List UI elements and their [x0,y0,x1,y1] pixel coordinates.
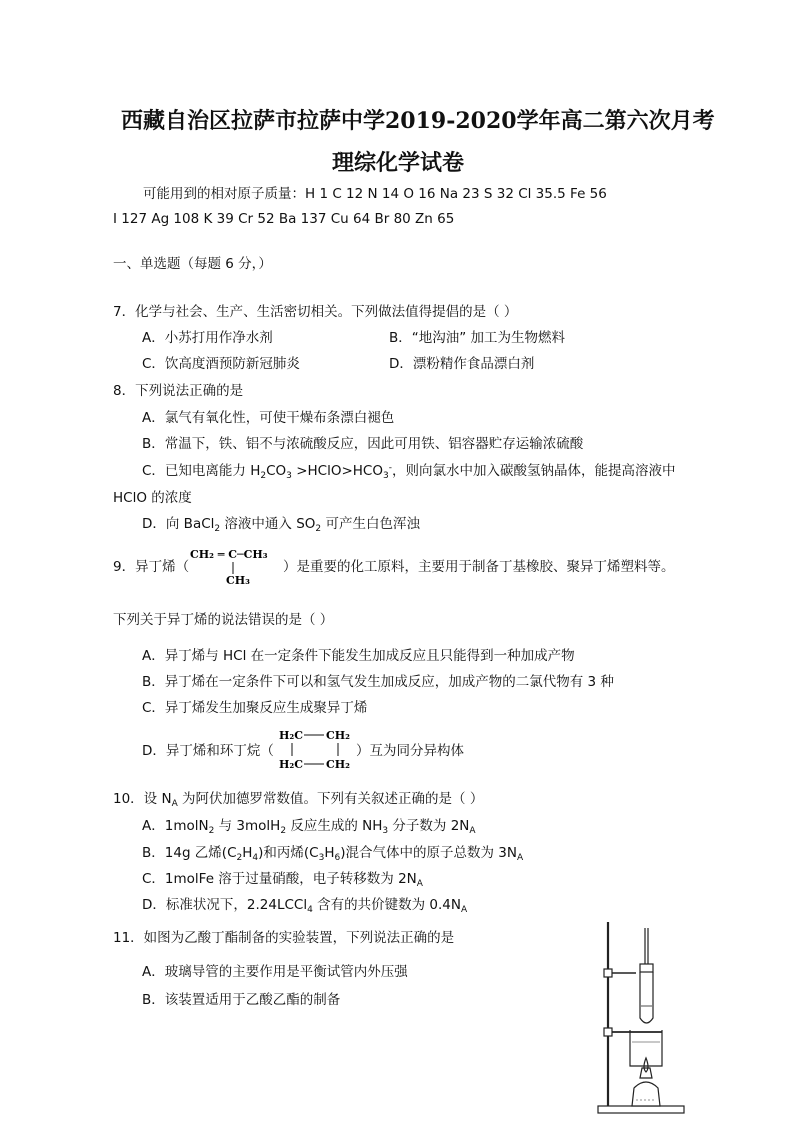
subscript: A [469,826,476,836]
struct-text: H₂C [279,758,303,771]
q8-c-text: >HClO>HCO [291,463,383,479]
subscript: A [171,799,178,809]
q8-c-text: CO [266,463,287,479]
alcohol-lamp [632,1082,660,1106]
q10-d-text: 含有的共价键数为 0.4N [312,897,461,913]
struct-text: CH₂ [326,758,350,771]
section-heading: 一、单选题（每题 6 分，） [113,256,272,272]
q8-c-text: ，则向氯水中加入碳酸氢钠晶体，能提高溶液中 [391,463,676,479]
q9-stem-pre: 9．异丁烯（ [113,559,190,575]
q10-b-text: )和丙烯(C [258,845,319,861]
q10-a-text: A．1molN [142,818,209,834]
q10-a-text: 与 3molH [214,818,281,834]
atomic-masses-line1: 可能用到的相对原子质量：H 1 C 12 N 14 O 16 Na 23 S 32 Cl 35.5 Fe 56 [143,186,607,202]
subscript: A [416,879,423,889]
q10-option-a [142,816,476,836]
q8-stem: 8．下列说法正确的是 [113,383,244,399]
q8-option-c-continued: HClO 的浓度 [113,490,192,506]
q10-stem-text: 为阿伏加德罗常数值。下列有关叙述正确的是（ ） [177,791,484,807]
subscript: 4 [252,853,259,863]
q9-question: 下列关于异丁烯的说法错误的是（ ） [113,612,334,628]
q8-option-c [142,461,675,481]
q8-option-b: B．常温下，铁、铝不与浓硫酸反应，因此可用铁、铝容器贮存运输浓硫酸 [142,436,584,452]
subscript: 4 [307,905,313,915]
struct-text: H₂C [279,729,303,742]
q10-option-b [142,843,523,863]
superscript: - [388,463,392,473]
q8-d-text: 可产生白色浑浊 [321,516,420,532]
q8-option-d [142,514,420,534]
cyclobutane-structure [278,726,358,772]
q9-stem-post: ）是重要的化工原料，主要用于制备丁基橡胶、聚异丁烯塑料等。 [283,559,675,575]
q10-b-text: H [324,845,335,861]
subscript: 3 [286,471,292,481]
q10-a-text: 反应生成的 NH [286,818,383,834]
subscript: A [516,853,524,863]
struct-text: CH₃ [226,574,250,587]
q7-option-d: D．漂粉精作食品漂白剂 [389,356,535,372]
q10-c-text: C．1molFe 溶于过量硝酸，电子转移数为 2N [142,871,417,887]
test-tube [640,972,653,1023]
q7-option-c: C．饮高度酒预防新冠肺炎 [142,356,300,372]
page-title-line2: 理综化学试卷 [332,150,465,176]
subscript: 2 [214,524,221,534]
ring-holder [604,1028,612,1036]
q10-option-c [142,869,423,889]
subscript: A [460,905,468,915]
subscript: 3 [382,826,389,836]
q9-option-c: C．异丁烯发生加聚反应生成聚异丁烯 [142,700,368,716]
atomic-masses-line2: I 127 Ag 108 K 39 Cr 52 Ba 137 Cu 64 Br 80 Zn 65 [113,211,455,227]
clamp-holder [604,969,612,977]
q10-b-text: B．14g 乙烯(C [142,845,237,861]
q9-option-b: B．异丁烯在一定条件下可以和氢气发生加成反应，加成产物的二氯代物有 3 种 [142,674,614,690]
q7-option-a: A．小苏打用作净水剂 [142,330,273,346]
subscript: 2 [315,524,322,534]
q8-option-a: A．氯气有氧化性，可使干燥布条漂白褪色 [142,410,395,426]
water-bath-beaker [630,1030,662,1066]
q11-stem: 11．如图为乙酸丁酯制备的实验装置，下列说法正确的是 [113,930,455,946]
isobutylene-structure [188,542,278,588]
q10-b-text: )混合气体中的原子总数为 3N [340,845,517,861]
q10-stem [113,789,483,809]
q8-c-text: C．已知电离能力 H [142,463,261,479]
q10-b-text: H [242,845,253,861]
struct-text: CH₂ ═ C─CH₃ [190,548,268,561]
subscript: 2 [236,853,243,863]
q11-option-a: A．玻璃导管的主要作用是平衡试管内外压强 [142,964,408,980]
q7-option-b: B．“地沟油” 加工为生物燃料 [389,330,566,346]
lamp-flame-cap [640,1068,652,1078]
subscript: 6 [334,853,341,863]
q9-option-d-post: ）互为同分异构体 [356,743,464,759]
q11-option-b: B．该装置适用于乙酸乙酯的制备 [142,992,341,1008]
subscript: 2 [260,471,267,481]
q10-stem-text: 10．设 N [113,791,172,807]
q7-stem: 7．化学与社会、生产、生活密切相关。下列做法值得提倡的是（ ） [113,304,518,320]
q8-d-text: D．向 BaCl [142,516,215,532]
q9-option-d-pre: D．异丁烯和环丁烷（ [142,743,274,759]
subscript: 2 [208,826,215,836]
q10-a-text: 分子数为 2N [388,818,470,834]
page-title-line1: 西藏自治区拉萨市拉萨中学2019-2020学年高二第六次月考 [121,108,715,134]
q10-option-d [142,895,467,915]
stopper [640,964,653,972]
subscript: 3 [318,853,325,863]
lab-apparatus-illustration [590,918,690,1118]
stand-base [598,1106,684,1113]
subscript: 3 [382,471,389,481]
q8-d-text: 溶液中通入 SO [220,516,316,532]
struct-text: CH₂ [326,729,350,742]
subscript: 2 [280,826,287,836]
q9-option-a: A．异丁烯与 HCl 在一定条件下能发生加成反应且只能得到一种加成产物 [142,648,575,664]
q10-d-text: D．标准状况下，2.24LCCl [142,897,308,913]
